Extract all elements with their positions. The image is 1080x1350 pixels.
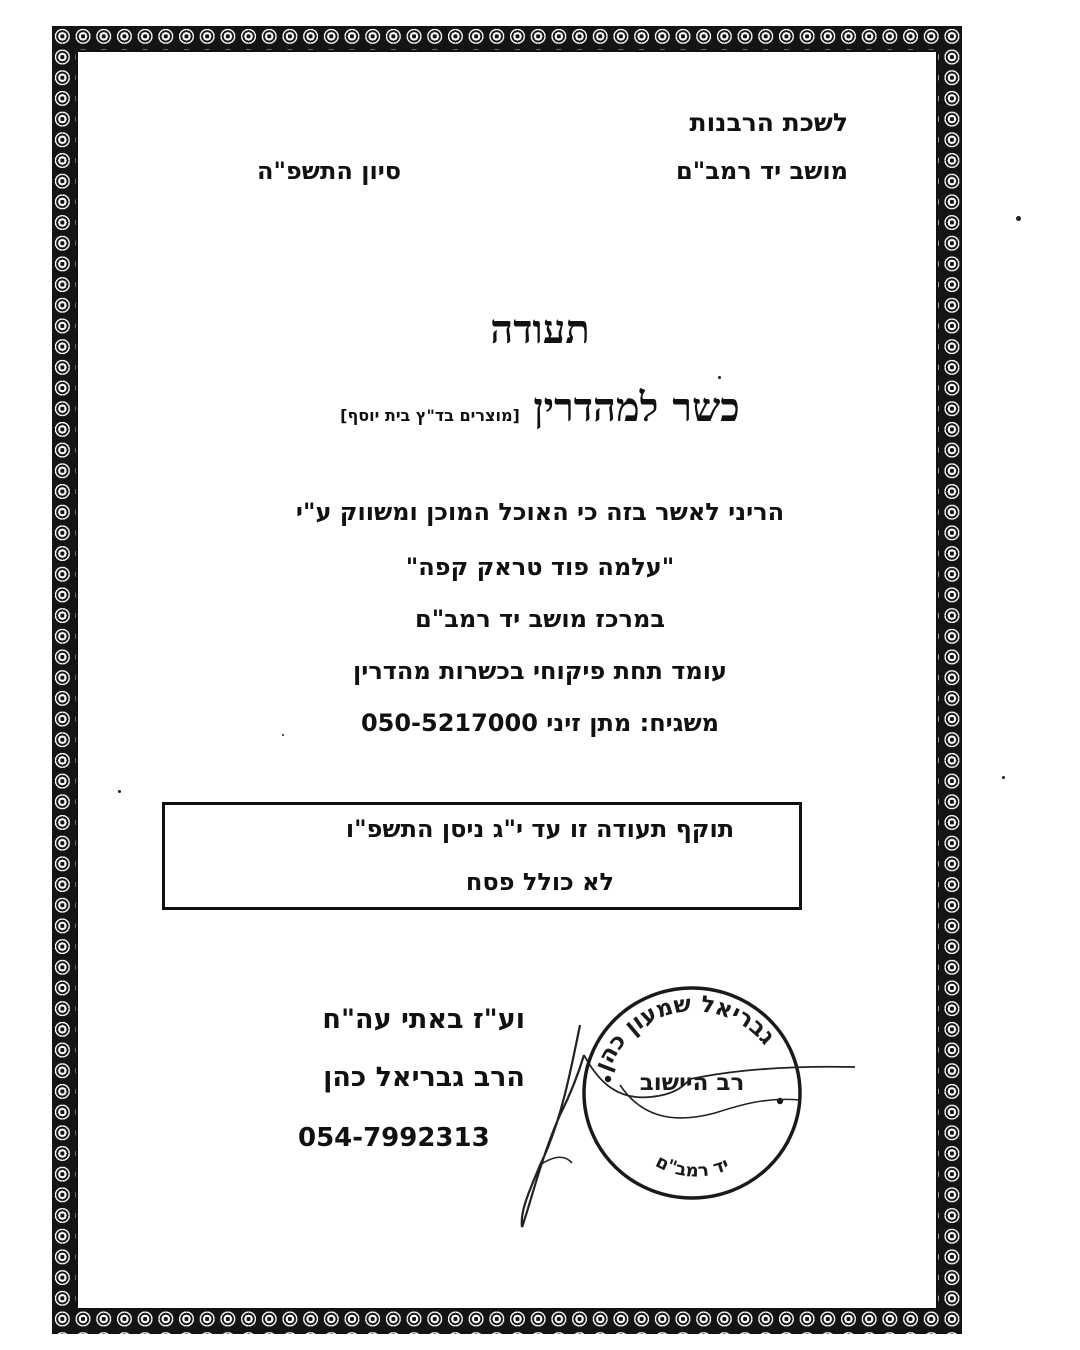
scan-speck [1002, 776, 1005, 779]
mashgiach-line: משגיח: מתן זיני 050-5217000 [360, 709, 720, 737]
supervision-statement: עומד תחת פיקוחי בכשרות מהדרין [353, 657, 727, 685]
rabbi-name: הרב גבריאל כהן [323, 1062, 525, 1093]
certification-statement: הריני לאשר בזה כי האוכל המוכן ומשווק ע"י [295, 498, 785, 526]
certificate-title: תעודה [490, 306, 590, 353]
validity-date: תוקף תעודה זו עד י"ג ניסן התשפ"ו [345, 815, 735, 843]
issue-date: סיון התשפ"ה [257, 157, 402, 185]
location-heading: מושב יד רמב"ם [676, 157, 848, 185]
business-name: "עלמה פוד טראק קפה" [405, 553, 675, 581]
business-location: במרכז מושב יד רמב"ם [414, 605, 665, 633]
kosher-note: [מוצרים בד"ץ בית יוסף] [340, 406, 520, 425]
scan-speck [118, 790, 121, 793]
rabbi-phone: 054-7992313 [298, 1123, 490, 1153]
scan-speck [1016, 216, 1021, 221]
validity-exclusion: לא כולל פסח [465, 868, 615, 896]
stamp-name: גבריאל שמעון כהן [589, 991, 781, 1075]
stamp-place: יד רמב"ם [652, 1151, 733, 1182]
kosher-level: כשר למהדרין [533, 384, 740, 431]
stamp-role: רב היישוב [639, 1070, 745, 1096]
kosher-level-row [0, 384, 1080, 431]
scan-speck [718, 376, 721, 379]
handwritten-signature [500, 1005, 880, 1235]
scan-speck [282, 734, 284, 736]
office-heading: לשכת הרבנות [689, 108, 848, 137]
signature-attestation: וע"ז באתי עה"ח [322, 1004, 525, 1035]
